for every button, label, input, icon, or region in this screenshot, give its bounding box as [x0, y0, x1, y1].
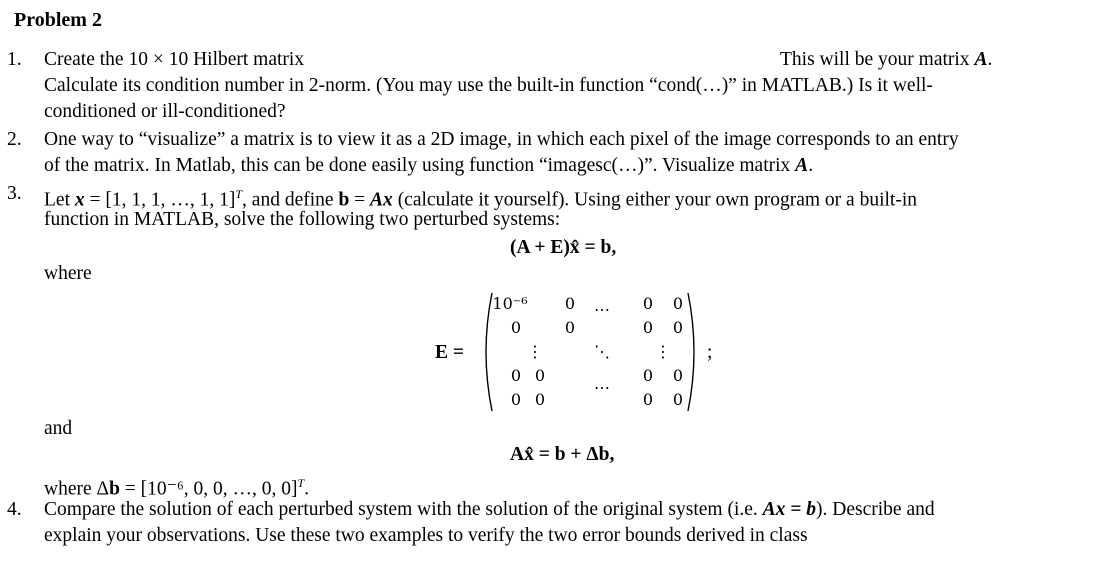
matrix-cell: ⋮ — [527, 342, 543, 361]
item-1-matrix-note: This will be your matrix A. — [780, 49, 993, 70]
item-4-line2: explain your observations. Use these two examples to verify the two error bounds derived in class — [44, 525, 808, 546]
matrix-cell: ⋯ — [594, 300, 610, 319]
item-1-number: 1. — [7, 49, 22, 70]
equation-perturbed-matrix: (A + E)x̂ = b, — [510, 237, 617, 258]
matrix-e-label: E = — [435, 342, 464, 363]
item-1-line3: conditioned or ill-conditioned? — [44, 101, 286, 122]
item-3-line1: Let x = [1, 1, 1, …, 1, 1]$^T$, and define b = Ax (calculate it yourself). Using either your own program or a built-in — [44, 187, 917, 211]
matrix-cell: 0 — [672, 318, 684, 337]
item-3-line2: function in MATLAB, solve the following two perturbed systems: — [44, 209, 561, 230]
item-2-line2: of the matrix. In Matlab, this can be done easily using function “imagesc(…)”. Visualize matrix A. — [44, 155, 814, 176]
matrix-cell: ⋯ — [594, 378, 610, 397]
matrix-cell: 0 — [642, 294, 654, 313]
matrix-cell: ⋮ — [655, 342, 671, 361]
item-2-number: 2. — [7, 129, 22, 150]
matrix-semicolon: ; — [707, 342, 713, 363]
item-4-line1: Compare the solution of each perturbed system with the solution of the original system (i.e. Ax = b). Describe and — [44, 499, 935, 520]
item-4-number: 4. — [7, 499, 22, 520]
matrix-e — [490, 292, 713, 412]
equation-perturbed-rhs: Ax̂ = b + Δb, — [510, 444, 615, 465]
matrix-cell: 0 — [642, 318, 654, 337]
item-1-line2: Calculate its condition number in 2-norm. (You may use the built-in function “cond(…)” in MATLAB.) Is it well- — [44, 75, 933, 96]
matrix-cell: 0 — [534, 390, 546, 409]
matrix-cell: 0 — [672, 366, 684, 385]
matrix-cell: 0 — [510, 318, 522, 337]
matrix-cell: 0 — [510, 390, 522, 409]
where-label: where — [44, 263, 92, 284]
matrix-cell: 0 — [642, 390, 654, 409]
matrix-cell: ⋱ — [594, 342, 610, 361]
item-1-line1: Create the 10 × 10 Hilbert matrix — [44, 49, 305, 70]
matrix-cell: 0 — [564, 318, 576, 337]
and-label: and — [44, 418, 73, 439]
matrix-cell: 0 — [642, 366, 654, 385]
matrix-cell: 0 — [564, 294, 576, 313]
matrix-cell: 0 — [534, 366, 546, 385]
item-2-line1: One way to “visualize” a matrix is to view it as a 2D image, in which each pixel of the image corresponds to an entry — [44, 129, 959, 150]
page-title: Problem 2 — [14, 9, 102, 31]
matrix-cell: 10⁻⁶ — [492, 294, 528, 313]
matrix-cell: 0 — [510, 366, 522, 385]
item-3-number: 3. — [7, 183, 22, 204]
matrix-cell: 0 — [672, 390, 684, 409]
where-delta-b: where Δb = [10⁻⁶, 0, 0, …, 0, 0]$^T$. — [44, 476, 310, 500]
matrix-cell: 0 — [672, 294, 684, 313]
